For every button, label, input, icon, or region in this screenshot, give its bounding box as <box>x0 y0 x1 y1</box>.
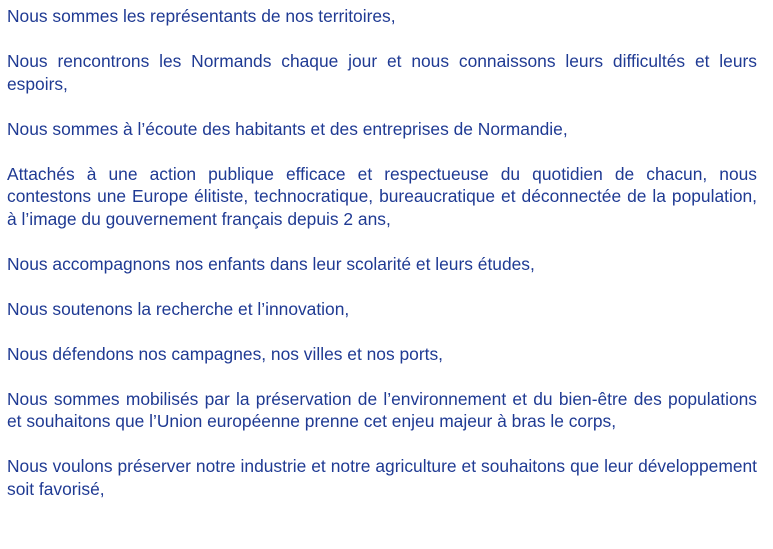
paragraph: Nous sommes à l’écoute des habitants et des entreprises de Normandie, <box>7 118 568 139</box>
paragraph: Nous sommes les représentants de nos territoires, <box>7 6 396 26</box>
paragraph: Attachés à une action publique efficace et respectueuse du quotidien de chacun, nous contestons une Europe élitiste, technocratique, bureaucratique et déconnectée de la population, à l’image du gouvernement français depuis 2 ans, <box>7 163 757 229</box>
paragraph: Nous rencontrons les Normands chaque jour et nous connaissons leurs difficultés et leurs espoirs, <box>7 51 757 94</box>
paragraph: Nous sommes mobilisés par la préservation de l’environnement et du bien-être des populations et souhaitons que l’Union européenne prenne cet enjeu majeur à bras le corps, <box>7 388 757 431</box>
paragraph: Nous soutenons la recherche et l’innovation, <box>7 298 350 319</box>
paragraph: Nous défendons nos campagnes, nos villes et nos ports, <box>7 343 443 364</box>
paragraph: Nous accompagnons nos enfants dans leur scolarité et leurs études, <box>7 253 535 274</box>
paragraph: Nous voulons préserver notre industrie et notre agriculture et souhaitons que leur développement soit favorisé, <box>7 456 757 499</box>
document-body <box>7 5 757 500</box>
